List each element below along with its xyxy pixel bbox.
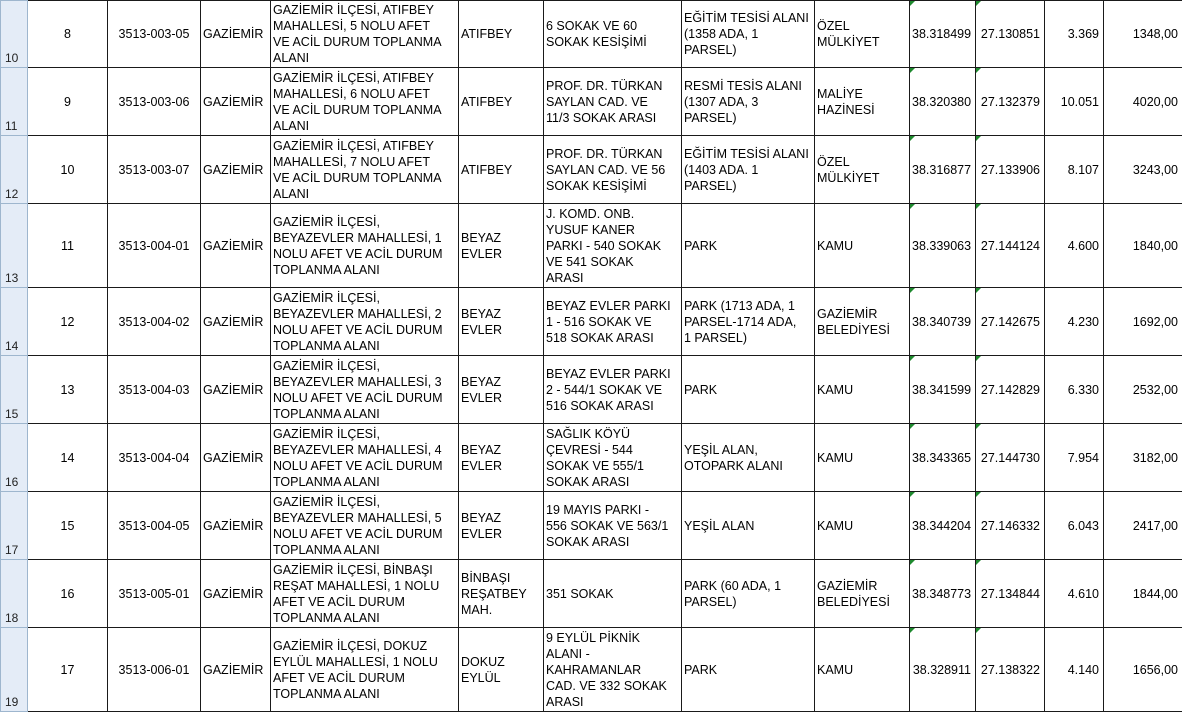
cell-area[interactable]: 6.330 xyxy=(1045,356,1104,424)
table-row xyxy=(1,288,1182,356)
table-row xyxy=(1,1,1182,68)
cell-address[interactable]: J. KOMD. ONB. YUSUF KANER PARKI - 540 SOKAK VE 541 SOKAK ARASI xyxy=(544,204,682,288)
cell-description[interactable]: GAZİEMİR İLÇESİ, DOKUZ EYLÜL MAHALLESİ, 1 NOLU AFET VE ACİL DURUM TOPLANMA ALANI xyxy=(271,628,459,712)
cell-area-code[interactable]: 3513-004-04 xyxy=(108,424,201,492)
cell-area-code[interactable]: 3513-003-06 xyxy=(108,68,201,136)
cell-capacity[interactable]: 1656,00 xyxy=(1104,628,1182,712)
cell-ownership[interactable]: MALİYE HAZİNESİ xyxy=(815,68,910,136)
spreadsheet-body xyxy=(1,1,1182,712)
row-header[interactable]: 14 xyxy=(1,288,28,356)
cell-longitude[interactable]: 27.144124 xyxy=(976,204,1045,288)
cell-description[interactable]: GAZİEMİR İLÇESİ, BEYAZEVLER MAHALLESİ, 4 NOLU AFET VE ACİL DURUM TOPLANMA ALANI xyxy=(271,424,459,492)
cell-district[interactable]: GAZİEMİR xyxy=(201,136,271,204)
cell-district[interactable]: GAZİEMİR xyxy=(201,1,271,68)
row-header[interactable]: 18 xyxy=(1,560,28,628)
cell-ownership[interactable]: ÖZEL MÜLKİYET xyxy=(815,136,910,204)
cell-area-type[interactable]: RESMİ TESİS ALANI (1307 ADA, 3 PARSEL) xyxy=(682,68,815,136)
row-header[interactable]: 17 xyxy=(1,492,28,560)
cell-address[interactable]: PROF. DR. TÜRKAN SAYLAN CAD. VE 56 SOKAK KESİŞİMİ xyxy=(544,136,682,204)
cell-neighborhood[interactable]: ATIFBEY xyxy=(459,136,544,204)
cell-description[interactable]: GAZİEMİR İLÇESİ, BEYAZEVLER MAHALLESİ, 2 NOLU AFET VE ACİL DURUM TOPLANMA ALANI xyxy=(271,288,459,356)
cell-description[interactable]: GAZİEMİR İLÇESİ, ATIFBEY MAHALLESİ, 5 NOLU AFET VE ACİL DURUM TOPLANMA ALANI xyxy=(271,1,459,68)
row-header[interactable]: 11 xyxy=(1,68,28,136)
cell-description[interactable]: GAZİEMİR İLÇESİ, BİNBAŞI REŞAT MAHALLESİ, 1 NOLU AFET VE ACİL DURUM TOPLANMA ALANI xyxy=(271,560,459,628)
cell-district[interactable]: GAZİEMİR xyxy=(201,560,271,628)
table-row xyxy=(1,204,1182,288)
cell-neighborhood[interactable]: BEYAZ EVLER xyxy=(459,492,544,560)
row-header[interactable]: 16 xyxy=(1,424,28,492)
cell-area[interactable]: 7.954 xyxy=(1045,424,1104,492)
cell-capacity[interactable]: 4020,00 xyxy=(1104,68,1182,136)
cell-sequence-number[interactable]: 12 xyxy=(28,288,108,356)
cell-address[interactable]: SAĞLIK KÖYÜ ÇEVRESİ - 544 SOKAK VE 555/1 SOKAK ARASI xyxy=(544,424,682,492)
cell-capacity[interactable]: 1840,00 xyxy=(1104,204,1182,288)
cell-neighborhood[interactable]: BEYAZ EVLER xyxy=(459,288,544,356)
cell-neighborhood[interactable]: BEYAZ EVLER xyxy=(459,356,544,424)
cell-description[interactable]: GAZİEMİR İLÇESİ, BEYAZEVLER MAHALLESİ, 5 NOLU AFET VE ACİL DURUM TOPLANMA ALANI xyxy=(271,492,459,560)
cell-capacity[interactable]: 1348,00 xyxy=(1104,1,1182,68)
row-header[interactable]: 13 xyxy=(1,204,28,288)
cell-longitude[interactable]: 27.133906 xyxy=(976,136,1045,204)
cell-area-code[interactable]: 3513-004-02 xyxy=(108,288,201,356)
cell-district[interactable]: GAZİEMİR xyxy=(201,356,271,424)
cell-area-type[interactable]: PARK xyxy=(682,204,815,288)
cell-sequence-number[interactable]: 15 xyxy=(28,492,108,560)
cell-address[interactable]: BEYAZ EVLER PARKI 1 - 516 SOKAK VE 518 SOKAK ARASI xyxy=(544,288,682,356)
cell-longitude[interactable]: 27.146332 xyxy=(976,492,1045,560)
cell-neighborhood[interactable]: BEYAZ EVLER xyxy=(459,204,544,288)
cell-area-code[interactable]: 3513-004-05 xyxy=(108,492,201,560)
cell-district[interactable]: GAZİEMİR xyxy=(201,492,271,560)
cell-description[interactable]: GAZİEMİR İLÇESİ, BEYAZEVLER MAHALLESİ, 1 NOLU AFET VE ACİL DURUM TOPLANMA ALANI xyxy=(271,204,459,288)
cell-area-type[interactable]: EĞİTİM TESİSİ ALANI (1403 ADA. 1 PARSEL) xyxy=(682,136,815,204)
cell-area[interactable]: 10.051 xyxy=(1045,68,1104,136)
cell-area-code[interactable]: 3513-004-01 xyxy=(108,204,201,288)
table-row xyxy=(1,356,1182,424)
cell-latitude[interactable]: 38.316877 xyxy=(910,136,976,204)
cell-capacity[interactable]: 1844,00 xyxy=(1104,560,1182,628)
cell-district[interactable]: GAZİEMİR xyxy=(201,204,271,288)
cell-capacity[interactable]: 3182,00 xyxy=(1104,424,1182,492)
cell-sequence-number[interactable]: 8 xyxy=(28,1,108,68)
cell-neighborhood[interactable]: ATIFBEY xyxy=(459,68,544,136)
cell-area[interactable]: 8.107 xyxy=(1045,136,1104,204)
cell-capacity[interactable]: 2417,00 xyxy=(1104,492,1182,560)
cell-district[interactable]: GAZİEMİR xyxy=(201,424,271,492)
cell-longitude[interactable]: 27.138322 xyxy=(976,628,1045,712)
cell-area-type[interactable]: PARK xyxy=(682,628,815,712)
cell-longitude[interactable]: 27.130851 xyxy=(976,1,1045,68)
table-row xyxy=(1,136,1182,204)
cell-ownership[interactable]: KAMU xyxy=(815,492,910,560)
cell-address[interactable]: 9 EYLÜL PİKNİK ALANI - KAHRAMANLAR CAD. VE 332 SOKAK ARASI xyxy=(544,628,682,712)
cell-area-type[interactable]: YEŞİL ALAN xyxy=(682,492,815,560)
cell-area[interactable]: 4.600 xyxy=(1045,204,1104,288)
cell-ownership[interactable]: GAZİEMİR BELEDİYESİ xyxy=(815,560,910,628)
table-row xyxy=(1,68,1182,136)
cell-sequence-number[interactable]: 10 xyxy=(28,136,108,204)
cell-district[interactable]: GAZİEMİR xyxy=(201,288,271,356)
cell-area-code[interactable]: 3513-003-05 xyxy=(108,1,201,68)
cell-capacity[interactable]: 1692,00 xyxy=(1104,288,1182,356)
cell-ownership[interactable]: ÖZEL MÜLKİYET xyxy=(815,1,910,68)
cell-latitude[interactable]: 38.341599 xyxy=(910,356,976,424)
cell-area[interactable]: 3.369 xyxy=(1045,1,1104,68)
cell-neighborhood[interactable]: BEYAZ EVLER xyxy=(459,424,544,492)
cell-area[interactable]: 4.140 xyxy=(1045,628,1104,712)
cell-area-type[interactable]: PARK (1713 ADA, 1 PARSEL-1714 ADA, 1 PARSEL) xyxy=(682,288,815,356)
row-header[interactable]: 12 xyxy=(1,136,28,204)
cell-area[interactable]: 4.230 xyxy=(1045,288,1104,356)
cell-longitude[interactable]: 27.142829 xyxy=(976,356,1045,424)
cell-address[interactable]: PROF. DR. TÜRKAN SAYLAN CAD. VE 11/3 SOKAK ARASI xyxy=(544,68,682,136)
cell-latitude[interactable]: 38.343365 xyxy=(910,424,976,492)
row-header[interactable]: 10 xyxy=(1,1,28,68)
cell-area-type[interactable]: YEŞİL ALAN, OTOPARK ALANI xyxy=(682,424,815,492)
table-row xyxy=(1,424,1182,492)
cell-longitude[interactable]: 27.134844 xyxy=(976,560,1045,628)
cell-address[interactable]: 351 SOKAK xyxy=(544,560,682,628)
cell-district[interactable]: GAZİEMİR xyxy=(201,68,271,136)
cell-ownership[interactable]: KAMU xyxy=(815,204,910,288)
cell-area[interactable]: 4.610 xyxy=(1045,560,1104,628)
cell-longitude[interactable]: 27.132379 xyxy=(976,68,1045,136)
cell-latitude[interactable]: 38.344204 xyxy=(910,492,976,560)
cell-longitude[interactable]: 27.144730 xyxy=(976,424,1045,492)
cell-district[interactable]: GAZİEMİR xyxy=(201,628,271,712)
cell-neighborhood[interactable]: DOKUZ EYLÜL xyxy=(459,628,544,712)
cell-sequence-number[interactable]: 11 xyxy=(28,204,108,288)
cell-area-type[interactable]: EĞİTİM TESİSİ ALANI (1358 ADA, 1 PARSEL) xyxy=(682,1,815,68)
cell-description[interactable]: GAZİEMİR İLÇESİ, ATIFBEY MAHALLESİ, 7 NOLU AFET VE ACİL DURUM TOPLANMA ALANI xyxy=(271,136,459,204)
cell-sequence-number[interactable]: 17 xyxy=(28,628,108,712)
cell-sequence-number[interactable]: 16 xyxy=(28,560,108,628)
cell-address[interactable]: BEYAZ EVLER PARKI 2 - 544/1 SOKAK VE 516 SOKAK ARASI xyxy=(544,356,682,424)
cell-latitude[interactable]: 38.340739 xyxy=(910,288,976,356)
cell-ownership[interactable]: GAZİEMİR BELEDİYESİ xyxy=(815,288,910,356)
table-row xyxy=(1,560,1182,628)
cell-capacity[interactable]: 2532,00 xyxy=(1104,356,1182,424)
cell-neighborhood[interactable]: BİNBAŞI REŞATBEY MAH. xyxy=(459,560,544,628)
cell-latitude[interactable]: 38.328911 xyxy=(910,628,976,712)
cell-address[interactable]: 19 MAYIS PARKI - 556 SOKAK VE 563/1 SOKAK ARASI xyxy=(544,492,682,560)
cell-sequence-number[interactable]: 9 xyxy=(28,68,108,136)
cell-area-code[interactable]: 3513-006-01 xyxy=(108,628,201,712)
cell-ownership[interactable]: KAMU xyxy=(815,356,910,424)
cell-area-code[interactable]: 3513-005-01 xyxy=(108,560,201,628)
cell-latitude[interactable]: 38.339063 xyxy=(910,204,976,288)
cell-area-code[interactable]: 3513-004-03 xyxy=(108,356,201,424)
cell-address[interactable]: 6 SOKAK VE 60 SOKAK KESİŞİMİ xyxy=(544,1,682,68)
cell-latitude[interactable]: 38.318499 xyxy=(910,1,976,68)
cell-area-code[interactable]: 3513-003-07 xyxy=(108,136,201,204)
cell-description[interactable]: GAZİEMİR İLÇESİ, BEYAZEVLER MAHALLESİ, 3 NOLU AFET VE ACİL DURUM TOPLANMA ALANI xyxy=(271,356,459,424)
cell-latitude[interactable]: 38.348773 xyxy=(910,560,976,628)
cell-area-type[interactable]: PARK xyxy=(682,356,815,424)
cell-sequence-number[interactable]: 13 xyxy=(28,356,108,424)
cell-ownership[interactable]: KAMU xyxy=(815,424,910,492)
table-row xyxy=(1,492,1182,560)
row-header[interactable]: 19 xyxy=(1,628,28,712)
table-row xyxy=(1,628,1182,712)
cell-area[interactable]: 6.043 xyxy=(1045,492,1104,560)
cell-ownership[interactable]: KAMU xyxy=(815,628,910,712)
cell-description[interactable]: GAZİEMİR İLÇESİ, ATIFBEY MAHALLESİ, 6 NOLU AFET VE ACİL DURUM TOPLANMA ALANI xyxy=(271,68,459,136)
row-header[interactable]: 15 xyxy=(1,356,28,424)
cell-longitude[interactable]: 27.142675 xyxy=(976,288,1045,356)
cell-capacity[interactable]: 3243,00 xyxy=(1104,136,1182,204)
cell-area-type[interactable]: PARK (60 ADA, 1 PARSEL) xyxy=(682,560,815,628)
cell-latitude[interactable]: 38.320380 xyxy=(910,68,976,136)
cell-sequence-number[interactable]: 14 xyxy=(28,424,108,492)
cell-neighborhood[interactable]: ATIFBEY xyxy=(459,1,544,68)
